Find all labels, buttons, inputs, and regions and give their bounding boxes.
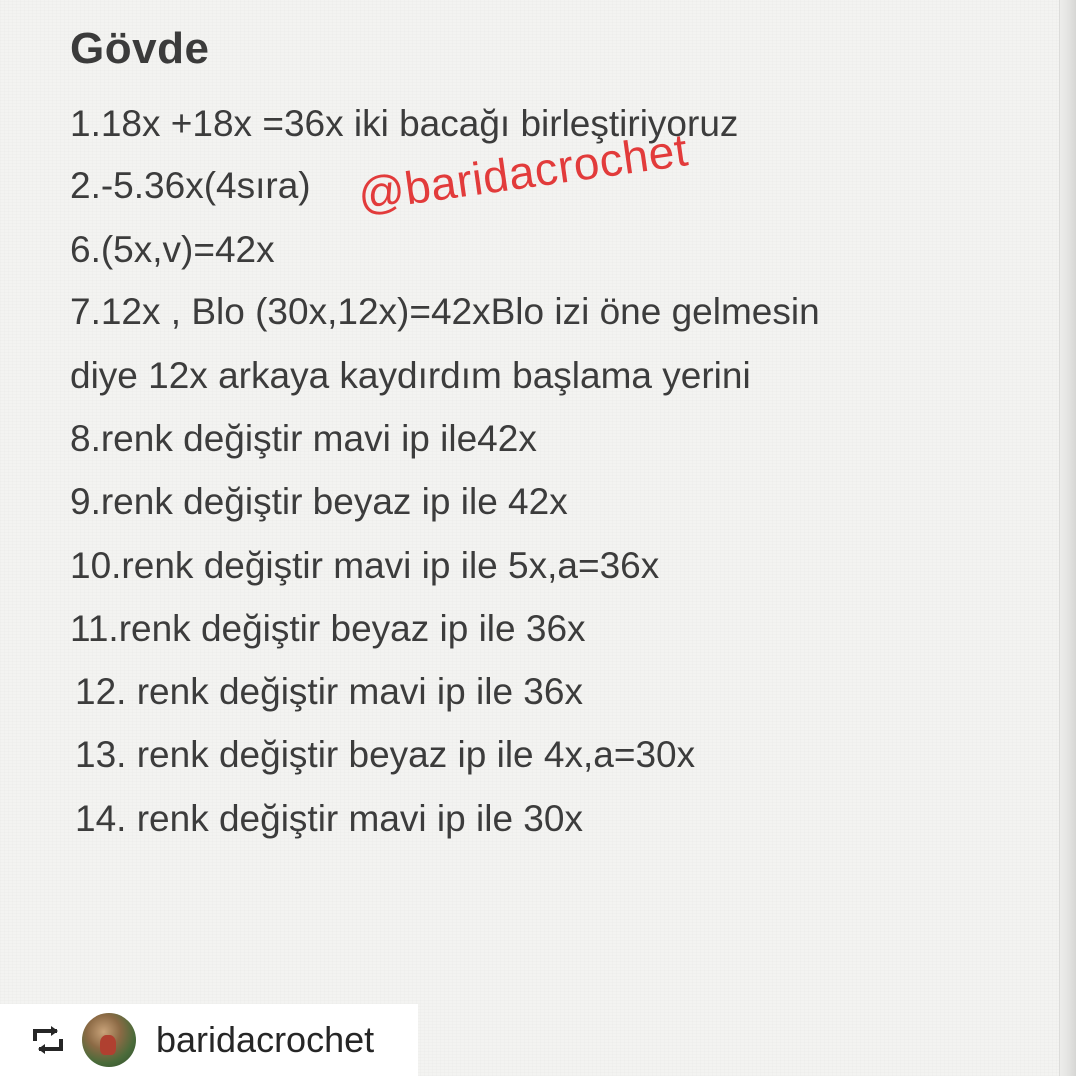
pattern-line-11: 13. renk değiştir beyaz ip ile 4x,a=30x (75, 734, 696, 775)
page-edge (1059, 0, 1076, 1076)
pattern-line-1: 1.18x +18x =36x iki bacağı birleştiriyoruz (70, 103, 739, 144)
pattern-line-8: 10.renk değiştir mavi ip ile 5x,a=36x (70, 545, 660, 586)
repost-icon[interactable] (28, 1020, 68, 1060)
pattern-line-7: 9.renk değiştir beyaz ip ile 42x (70, 481, 568, 522)
pattern-line-6: 8.renk değiştir mavi ip ile42x (70, 418, 537, 459)
pattern-line-9: 11.renk değiştir beyaz ip ile 36x (70, 608, 586, 649)
repost-username[interactable]: baridacrochet (156, 1019, 375, 1060)
pattern-line-5: diye 12x arkaya kaydırdım başlama yerini (70, 355, 751, 396)
pattern-line-2: 2.-5.36x(4sıra) (70, 165, 311, 206)
pattern-line-4: 7.12x , Blo (30x,12x)=42xBlo izi öne gelmesin (70, 291, 820, 332)
pattern-line-3: 6.(5x,v)=42x (70, 229, 275, 270)
avatar[interactable] (82, 1013, 136, 1067)
pattern-line-12: 14. renk değiştir mavi ip ile 30x (75, 798, 583, 839)
watermark: @baridacrochet (354, 123, 692, 222)
page-title: Gövde (70, 24, 210, 73)
repost-bar (0, 1004, 418, 1076)
pattern-line-10: 12. renk değiştir mavi ip ile 36x (75, 671, 583, 712)
